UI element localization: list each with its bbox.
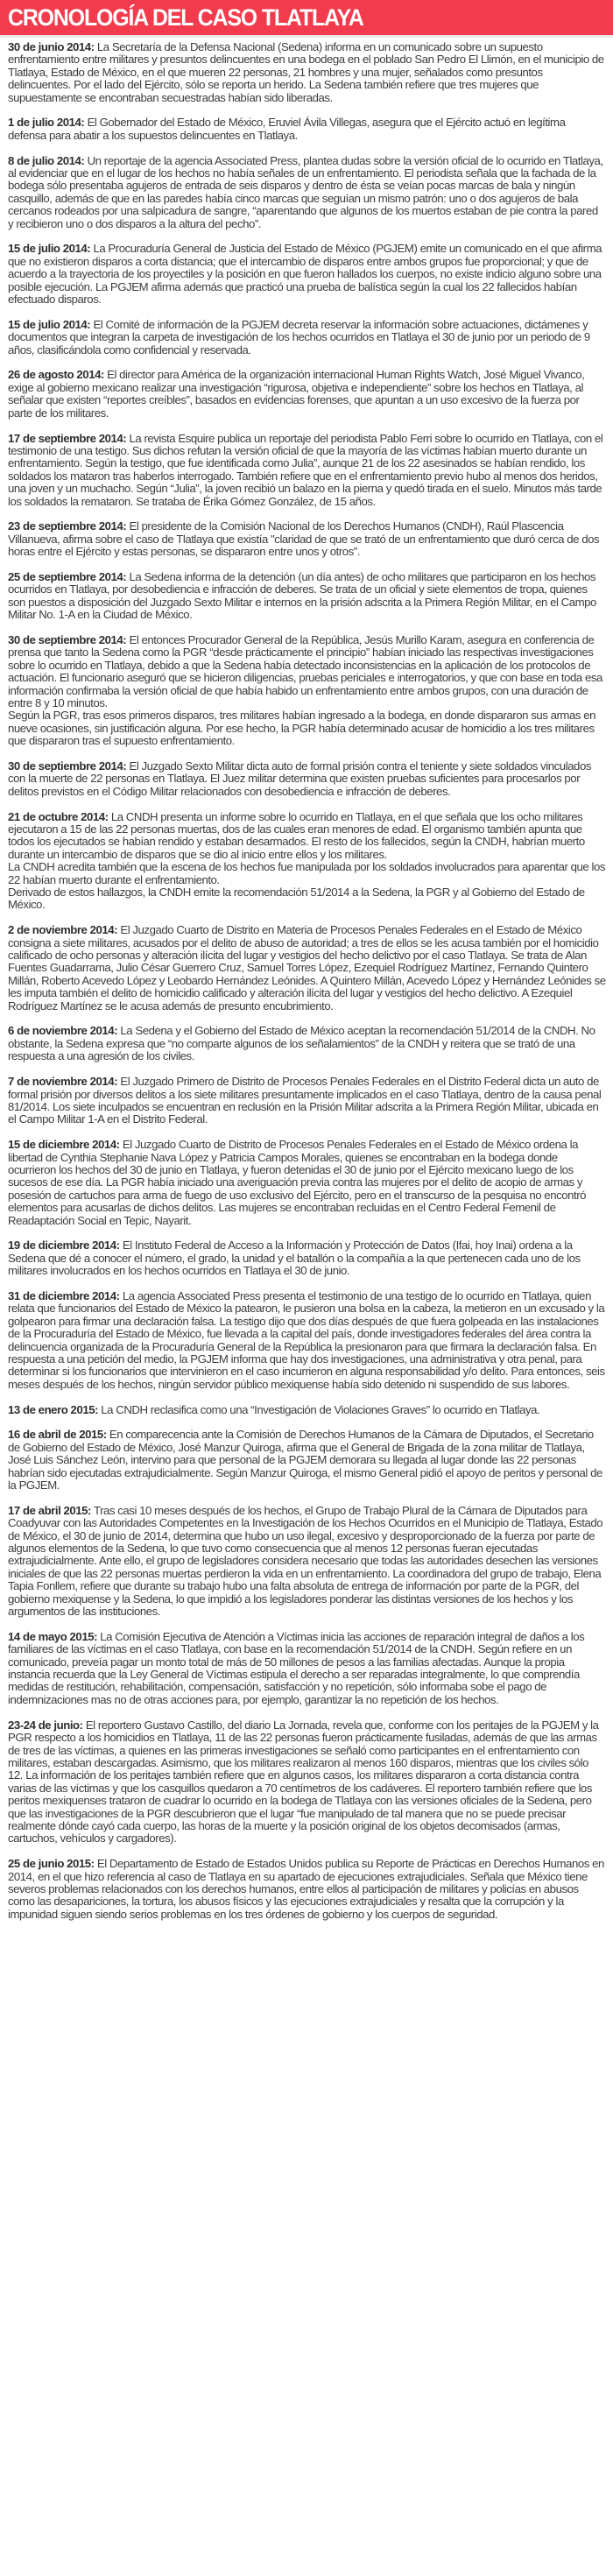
entry-text: La revista Esquire publica un reportaje del periodista Pablo Ferri sobre lo ocurrido en Tlatlaya, con el testimonio de una testigo. Sus dichos refutan la versión oficial de que la mayoría de las víctimas habían muerto durante un enfrentamiento. Según la testigo, que fue identificada como Julia”, aunque 21 de los 22 asesinados se habían rendido, los soldados los mataron tras haberlos interrogado. También refiere que en el enfrentamiento previo hubo al menos dos heridos, una joven y un muchacho. Según “Julia”, la joven recibió un balazo en la pierna y quedó tirada en el suelo. Minutos más tarde los soldados la remataron. Se trataba de Érika Gómez González, de 15 años. [8, 431, 603, 508]
timeline-entry [8, 760, 606, 798]
entry-text: Según la PGR, tras esos primeros disparos, tres militares habían ingresado a la bodega, en donde dispararon sus armas en nueve ocasiones, sin justificación alguna. Por ese hecho, la PGR había determinado acusar de homicidio a los tres militares que dispararon tras el supuesto enfrentamiento. [8, 709, 595, 748]
entry-text: La Sedena y el Gobierno del Estado de México aceptan la recomendación 51/2014 de la CNDH. No obstante, la Sedena expresa que “no comparte algunos de los señalamientos” de la CNDH y reitera que se trató de una respuesta a una agresión de los civiles. [8, 1024, 595, 1063]
timeline-entry [8, 1719, 606, 1846]
timeline-entry [8, 1239, 606, 1277]
entry-date: 30 de septiembre 2014: [8, 632, 127, 646]
timeline-entry [8, 116, 606, 142]
timeline-entry [8, 1429, 606, 1492]
timeline-entry [8, 1404, 606, 1416]
entry-date: 25 de junio 2015: [8, 1857, 95, 1871]
timeline-entry [8, 369, 606, 420]
entry-date: 25 de septiembre 2014: [8, 569, 127, 583]
timeline-entry [8, 924, 606, 1013]
timeline-entry [8, 1025, 606, 1062]
timeline-entry [8, 1631, 606, 1706]
entry-text: El director para América de la organización internacional Human Rights Watch, José Miguel Vivanco, exige al gobierno mexicano realizar una investigación “rigurosa, objetiva e independiente” sobre los hechos en Tlatlaya, al señalar que existen “reportes creíbles”, basados en evidencias forenses, que apuntan a un uso excesivo de la fuerza por parte de los militares. [8, 368, 585, 420]
timeline-entry [8, 319, 606, 356]
entry-text: La Procuraduría General de Justicia del Estado de México (PGJEM) emite un comunicado en el que afirma que no existieron disparos a corta distancia; que el intercambio de disparos entre ambos grupos fue proporcional; y que de acuerdo a la trayectoria de los proyectiles y la posición en que fueron hallados los cuerpos, no existe indicio alguno sobre una posible ejecución. La PGJEM afirma además que practicó una prueba de balística según la cual los 22 fallecidos habían efectuado disparos. [8, 242, 602, 307]
entry-date: 15 de julio 2014: [8, 242, 91, 256]
timeline-entry [8, 155, 606, 230]
timeline-entry [8, 1139, 606, 1227]
entry-text: El Juzgado Primero de Distrito de Procesos Penales Federales en el Distrito Federal dicta un auto de formal prisión por diversos delitos a los siete militares presuntamente implicados en el caso Tlatlaya, dentro de la causa penal 81/2014. Los siete inculpados se encuentran en reclusión en la Prisión Militar adscrita a la Primera Región Militar, ubicada en el Campo Militar 1-A en el Distrito Federal. [8, 1075, 602, 1126]
entry-date: 15 de diciembre 2014: [8, 1138, 120, 1152]
entry-text: Derivado de estos hallazgos, la CNDH emite la recomendación 51/2014 a la Sedena, la PGR y al Gobierno del Estado de México. [8, 886, 585, 912]
entry-text: El entonces Procurador General de la República, Jesús Murillo Karam, asegura en conferencia de prensa que tanto la Sedena como la PGR “desde prácticamente el principio” habían iniciado las respectivas investigaciones sobre lo ocurrido en Tlatlaya, debido a que la Sedena había detectado inconsistencias en la aplicación de los protocolos de actuación. El funcionario aseguró que se hicieron diligencias, pruebas periciales e interrogatorios, y que con base en toda esa información confirmaba la versión oficial de que había habido un enfrentamiento entre ambos grupos, con una duración de entre 8 y 10 minutos. [8, 632, 602, 709]
entry-text: El reportero Gustavo Castillo, del diario La Jornada, revela que, conforme con los peritajes de la PGJEM y la PGR respecto a los homicidios en Tlatlaya, 11 de las 22 personas fueron prácticamente fusiladas, además de que las armas de tres de las víctimas, a quienes en las primeras investigaciones se señaló como participantes en el enfrentamiento con militares, estaban descargadas. Asimismo, que los militares realizaron al menos 160 disparos, mientras que los civiles sólo 12. La información de los peritajes también refiere que en algunos casos, los militares dispararon a corta distancia contra varias de las víctimas y que los casquillos quedaron a 70 centímetros de los cadáveres. El reportero también refiere que los peritos mexiquenses trataron de cuadrar lo ocurrido en la bodega de Tlatlaya con las versiones oficiales de la Sedena, pero que las investigaciones de la PGR descubrieron que el lugar “fue manipulado de tal manera que no se puede precisar realmente dónde cayó cada cuerpo, las horas de la muerte y la posición original de los objetos decomisados (armas, cartuchos, vehículos y cargadores). [8, 1718, 599, 1846]
entry-date: 6 de noviembre 2014: [8, 1024, 118, 1038]
entry-date: 23-24 de junio: [8, 1718, 83, 1732]
timeline-entry [8, 571, 606, 622]
entry-date: 14 de mayo 2015: [8, 1629, 98, 1643]
entry-date: 1 de julio 2014: [8, 116, 85, 130]
entry-text: Un reportaje de la agencia Associated Press, plantea dudas sobre la versión oficial de lo ocurrido en Tlatlaya, al evidenciar que en el lugar de los hechos no había señales de un enfrentamiento. El periodista señala que la fachada de la bodega sólo presentaba agujeros de entrada de seis disparos y dentro de ésta se veían pocas marcas de bala y ningún casquillo, además de que en las paredes había cinco marcas que seguían un mismo patrón: uno o dos agujeros de bala cercanos rodeados por una salpicadura de sangre, “aparentando que algunos de los muertos estaban de pie contra la pared y recibieron uno o dos disparos a la altura del pecho”. [8, 153, 603, 230]
entry-date: 21 de octubre 2014: [8, 809, 109, 823]
entry-text: La Sedena informa de la detención (un día antes) de ocho militares que participaron en los hechos ocurridos en Tlatlaya, por desobediencia e infracción de deberes. Se trata de un oficial y siete elementos de tropa, quienes son puestos a disposición del Juzgado Sexto Militar e internos en la prisión adscrita a la Primera Región Militar, en el Campo Militar No. 1-A en la Ciudad de México. [8, 569, 596, 622]
entry-date: 16 de abril de 2015: [8, 1428, 107, 1442]
entry-date: 17 de septiembre 2014: [8, 431, 127, 445]
title-banner [0, 0, 613, 35]
entry-date: 13 de enero 2015: [8, 1402, 99, 1416]
timeline-entry [8, 1505, 606, 1619]
entry-text: El Juzgado Cuarto de Distrito de Procesos Penales Federales en el Estado de México ordena la libertad de Cynthia Stephanie Nava López y Patricia Campos Morales, quienes se encontraban en la bodega donde ocurrieron los hechos del 30 de junio en Tlatlaya, y fueron detenidas el 30 de junio por el Ejército mexicano luego de los sucesos de ese día. La PGR había iniciado una averiguación previa contra las mujeres por el delito de acopio de armas y posesión de cartuchos para arma de fuego de uso exclusivo del Ejército, pero en el transcurso de la pesquisa no encontró elementos para acusarlas de dichos delitos. Las mujeres se encontraban recluidas en el Centro Federal Femenil de Readaptación Social en Tepic, Nayarit. [8, 1138, 587, 1227]
entry-text: La CNDH presenta un informe sobre lo ocurrido en Tlatlaya, en el que señala que los ocho militares ejecutaron a 15 de las 22 personas muertas, dos de las cuales eran menores de edad. El organismo también apunta que todos los ejecutados se habían rendido y estaban desarmados. El resto de los fallecidos, según la CNDH, habrían muerto durante un intercambio de disparos que se dio al inicio entre ellos y los militares. [8, 809, 585, 861]
timeline-entry [8, 811, 606, 912]
entry-date: 23 de septiembre 2014: [8, 519, 127, 533]
timeline-entry [8, 243, 606, 306]
entry-text: La CNDH acredita también que la escena de los hechos fue manipulada por los soldados involucrados para aparentar que los 22 habían muerto durante el enfrentamiento. [8, 860, 606, 886]
entry-date: 31 de diciembre 2014: [8, 1288, 120, 1302]
timeline [0, 38, 613, 1921]
timeline-entry [8, 520, 606, 558]
entry-date: 15 de julio 2014: [8, 317, 91, 331]
entry-text: En comparecencia ante la Comisión de Derechos Humanos de la Cámara de Diputados, el Secretario de Gobierno del Estado de México, José Manzur Quiroga, afirma que el General de Brigada de la zona militar de Tlatlaya, José Luis Sánchez León, intervino para que personal de la PGJEM demorara su llegada al lugar donde las 22 personas habrían sido ejecutadas extrajudicialmente. Según Manzur Quiroga, el mismo General pidió el apoyo de peritos y personal de la PGJEM. [8, 1428, 602, 1493]
timeline-entry [8, 1858, 606, 1921]
timeline-entry [8, 1290, 606, 1391]
page-title: CRONOLOGÍA DEL CASO TLATLAYA [8, 4, 363, 31]
timeline-entry [8, 433, 606, 508]
entry-text: El Gobernador del Estado de México, Eruviel Ávila Villegas, asegura que el Ejército actuó en legítima defensa para abatir a los supuestos delincuentes en Tlatlaya. [8, 116, 566, 142]
entry-date: 8 de julio 2014: [8, 153, 85, 167]
entry-text: El Instituto Federal de Acceso a la Información y Protección de Datos (Ifai, hoy Inai) ordena a la Sedena que dé a conocer el número, el grado, la unidad y el batallón o la compañía a la que pertenecen cada uno de los militares involucrados en los hechos ocurridos en Tlatlaya el 30 de junio. [8, 1239, 581, 1278]
entry-text: La agencia Associated Press presenta el testimonio de una testigo de lo ocurrido en Tlatlaya, quien relata que funcionarios del Estado de México la patearon, le pusieron una bolsa en la cabeza, la metieron en un excusado y la golpearon para firmar una declaración falsa. La testigo dijo que dos días después de que fuera golpeada en las instalaciones de la Procuraduría del Estado de México, fue llevada a la capital del país, donde investigadores federales del área contra la delincuencia organizada de la Procuraduría General de la República la presionaron para que firmara la declaración falsa. En respuesta a una petición del medio, la PGJEM informa que hay dos investigaciones, una administrativa y otra penal, para determinar si los funcionarios que intervinieron en el caso incurrieron en alguna responsabilidad y/o delito. Para entonces, seis meses después de los hechos, ningún servidor público mexiquense había sido detenido ni suspendido de sus labores. [8, 1288, 605, 1391]
timeline-entry [8, 1076, 606, 1126]
entry-date: 30 de septiembre 2014: [8, 759, 127, 773]
entry-text: El Juzgado Sexto Militar dicta auto de formal prisión contra el teniente y siete soldados vinculados con la muerte de 22 personas en Tlatlaya. El Juez militar determina que existen pruebas suficientes para procesarlos por delitos previstos en el Código Militar relacionados con desobediencia e infracción de deberes. [8, 759, 591, 798]
entry-date: 30 de junio 2014: [8, 40, 95, 53]
entry-date: 26 de agosto 2014: [8, 368, 104, 382]
entry-date: 7 de noviembre 2014: [8, 1075, 118, 1089]
entry-date: 19 de diciembre 2014: [8, 1239, 120, 1253]
entry-text: El Departamento de Estado de Estados Unidos publica su Reporte de Prácticas en Derechos Humanos en 2014, en el que hizo referencia al caso de Tlatlaya en su apartado de ejecuciones extrajudiciales. Señala que México tiene severos problemas relacionados con los derechos humanos, entre ellos al participación de militares y policías en abusos como las desapariciones, la tortura, los abusos físicos y las ejecuciones extrajudiciales y resalta que la corrupción y la impunidad siguen siendo serios problemas en los tres órdenes de gobierno y los cuerpos de seguridad. [8, 1857, 604, 1921]
entry-text: La CNDH reclasifica como una “Investigación de Violaciones Graves” lo ocurrido en Tlatlaya. [101, 1402, 540, 1416]
entry-text: El Juzgado Cuarto de Distrito en Materia de Procesos Penales Federales en el Estado de México consigna a siete militares, acusados por el delito de abuso de autoridad; a tres de ellos se les acusa también por el homicidio calificado de ocho personas y alteración ilícita del lugar y vestigios del hecho delictivo por el caso Tlatlaya. Se trata de Alan Fuentes Guadarrama, Julio César Guerrero Cruz, Samuel Torres López, Ezequiel Rodríguez Martínez, Fernando Quintero Millán, Roberto Acevedo López y Leobardo Hernández Leónides. A Quintero Millán, Acevedo López y Hernández Leónides se les imputa también el delito de homicidio calificado y alteración ilícita del lugar y vestigios del hecho delictivo. A Ezequiel Rodríguez Martínez se le acusa además de presunto encubrimiento. [8, 923, 606, 1013]
entry-date: 17 de abril 2015: [8, 1503, 91, 1517]
entry-text: El Comité de información de la PGJEM decreta reservar la información sobre actuaciones, dictámenes y documentos que integran la carpeta de investigación de los hechos ocurridos en Tlatlaya el 30 de junio por un periodo de 9 años, clasificándola como confidencial y reservada. [8, 317, 590, 356]
entry-text: El presidente de la Comisión Nacional de los Derechos Humanos (CNDH), Raúl Plascencia Villanueva, afirma sobre el caso de Tlatlaya que existía "claridad de que se trató de un enfrentamiento que duró cerca de dos horas entre el Ejército y estas personas, se dispararon entre unos y otros”. [8, 519, 600, 559]
entry-date: 2 de noviembre 2014: [8, 923, 118, 937]
timeline-entry [8, 634, 606, 748]
entry-text: La Secretaría de la Defensa Nacional (Sedena) informa en un comunicado sobre un supuesto enfrentamiento entre militares y presuntos delincuentes en una bodega en el poblado San Pedro El Llimón, en el municipio de Tlatlaya, Estado de México, en el que mueren 22 personas, 21 hombres y una mujer, señalados como presuntos delincuentes. Por el lado del Ejército, sólo se reporta un herido. La Sedena también refiere que tres mujeres que supuestamente se encontraban secuestradas habían sido liberadas. [8, 40, 604, 104]
timeline-entry [8, 41, 606, 104]
entry-text: La Comisión Ejecutiva de Atención a Víctimas inicia las acciones de reparación integral de daños a los familiares de las víctimas en el caso Tlatlaya, con base en la recomendación 51/2014 de la CNDH. Según refiere en un comunicado, preveía pagar un monto total de más de 50 millones de pesos a las familias afectadas. Aunque la propia instancia recuerda que la Ley General de Víctimas estipula el derecho a ser reparadas integralmente, lo que comprendía medidas de restitución, rehabilitación, compensación, satisfacción y no repetición, sólo informaba sobe el pago de indemnizaciones mas no de otras acciones para, por ejemplo, garantizar la no repetición de los hechos. [8, 1629, 585, 1706]
entry-text: Tras casi 10 meses después de los hechos, el Grupo de Trabajo Plural de la Cámara de Diputados para Coadyuvar con las Autoridades Competentes en la Investigación de los Hechos Ocurridos en el Municipio de Tlatlaya, Estado de México, el 30 de junio de 2014, determina que hubo un uso ilegal, excesivo y desproporcionado de la fuerza por parte de algunos elementos de la Sedena, lo que tuvo como consecuencia que al menos 12 personas fueran ejecutadas extrajudicialmente. Ante ello, el grupo de legisladores considera necesario que todas las autoridades desechen las versiones iniciales de que las 22 personas muertas perdieron la vida en un enfrentamiento. La coordinadora del grupo de trabajo, Elena Tapia Fonllem, refiere que durante su trabajo hubo una falta absoluta de entrega de información por parte de la PGR, del gobierno mexiquense y la Sedena, lo que impidió a los legisladores ponderar las distintas versiones de los hechos y los argumentos de las instituciones. [8, 1503, 603, 1619]
